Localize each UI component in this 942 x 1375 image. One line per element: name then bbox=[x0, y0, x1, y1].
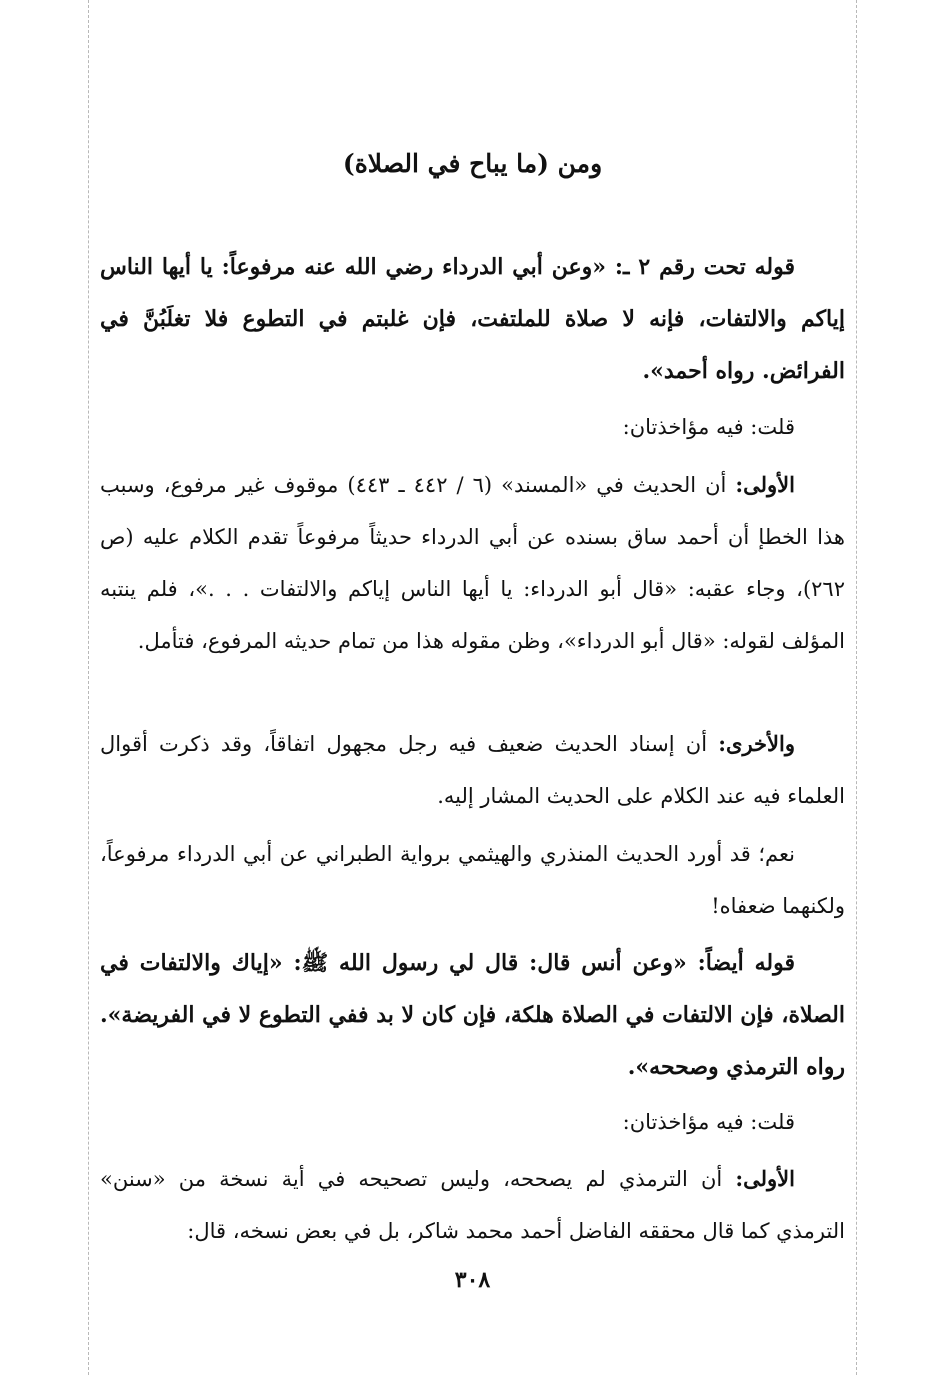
section-title: ومن (ما يباح في الصلاة) bbox=[342, 149, 603, 178]
left-margin-guide bbox=[88, 0, 89, 1375]
quote-paragraph-2: قوله أيضاً: «وعن أنس قال: قال لي رسول الله ﷺ: «إياك والالتفات في الصلاة، فإن الالتفات في الصلاة هلكة، فإن كان لا بد ففي التطوع لا في الفريضة». رواه الترمذي وصححه». bbox=[100, 950, 845, 1080]
paragraph-lead: الأولى: bbox=[735, 472, 795, 497]
right-margin-guide bbox=[856, 0, 857, 1375]
paragraph-body: أن الترمذي لم يصححه، وليس تصحيحه في أية نسخة من «سنن» الترمذي كما قال محققه الفاضل أحمد محمد شاكر، بل في بعض نسخه، قال: bbox=[100, 1167, 845, 1243]
note-paragraph: نعم؛ قد أورد الحديث المنذري والهيثمي برواية الطبراني عن أبي الدرداء مرفوعاً، ولكنهما ضعفاه! bbox=[100, 842, 845, 918]
second-objection-paragraph bbox=[100, 718, 845, 822]
paragraph-lead: والأخرى: bbox=[718, 731, 795, 756]
remark-paragraph-2: قلت: فيه مؤاخذتان: bbox=[622, 1110, 795, 1134]
page-number: ٣٠٨ bbox=[454, 1267, 491, 1293]
paragraph-body: أن إسناد الحديث ضعيف فيه رجل مجهول اتفاقاً، وقد ذكرت أقوال العلماء فيه عند الكلام على الحديث المشار إليه. bbox=[100, 732, 845, 808]
quote-paragraph-1: قوله تحت رقم ٢ ـ: «وعن أبي الدرداء رضي الله عنه مرفوعاً: يا أيها الناس إياكم والالتفات، فإنه لا صلاة للملتفت، فإن غلبتم في التطوع فلا تغلَبُنَّ في الفرائض. رواه أحمد». bbox=[100, 254, 845, 384]
first-objection-paragraph-2 bbox=[100, 1153, 845, 1257]
remark-paragraph-1: قلت: فيه مؤاخذتان: bbox=[622, 415, 795, 439]
paragraph-lead: الأولى: bbox=[735, 1166, 795, 1191]
paragraph-body: أن الحديث في «المسند» (٦ / ٤٤٢ ـ ٤٤٣) موقوف غير مرفوع، وسبب هذا الخطإ أن أحمد ساق بسنده عن أبي الدرداء حديثاً مرفوعاً تقدم الكلام عليه (ص ٢٦٢)، وجاء عقبه: «قال أبو الدرداء: يا أيها الناس إياكم والالتفات . . .»، فلم ينتبه المؤلف لقوله: «قال أبو الدرداء»، وظن مقوله هذا من تمام حديثه المرفوع، فتأمل. bbox=[100, 473, 845, 653]
first-objection-paragraph-1 bbox=[100, 459, 845, 667]
